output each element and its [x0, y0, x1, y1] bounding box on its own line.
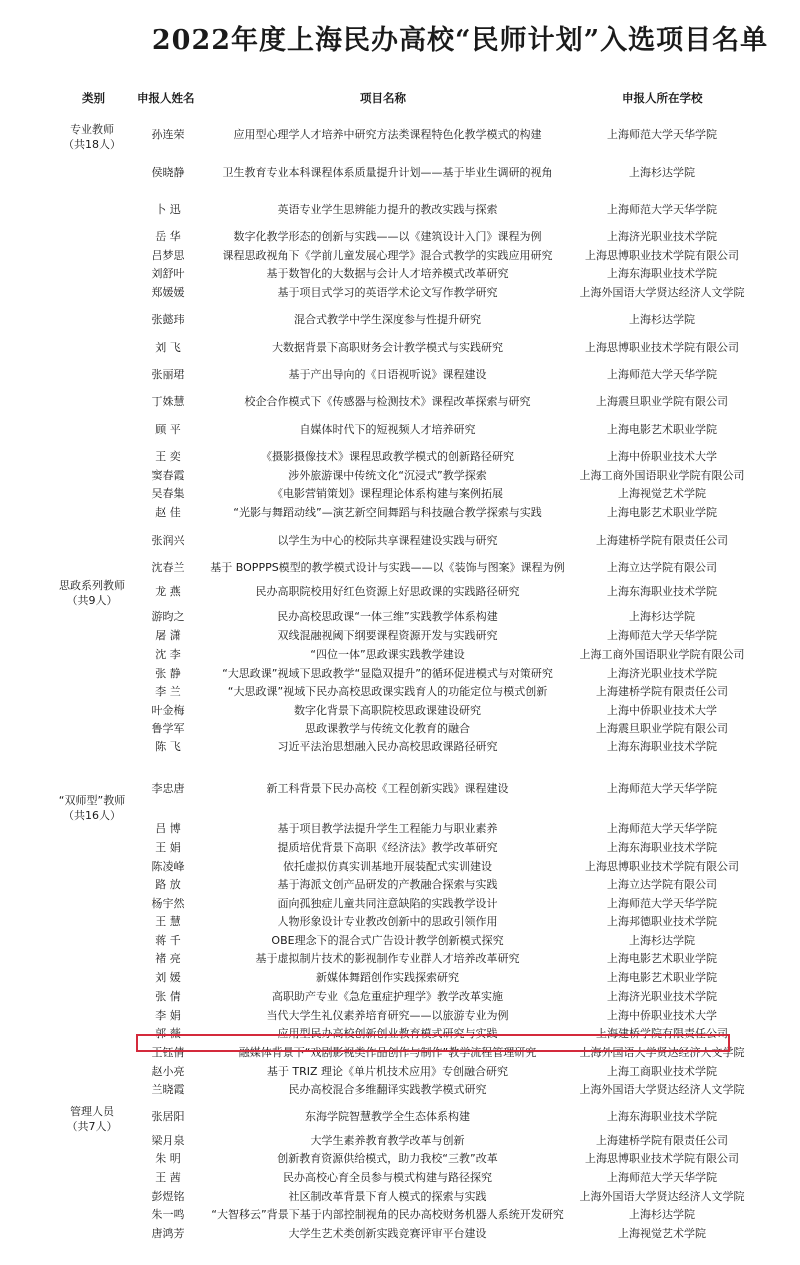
- applicant-name: 沈 李: [155, 648, 181, 661]
- project-title: 面向孤独症儿童共同注意缺陷的实践教学设计: [277, 897, 498, 910]
- table-row: [0, 779, 800, 799]
- applicant-name: 彭煜铭: [151, 1190, 185, 1203]
- table-row: [0, 931, 800, 951]
- table-row: [0, 503, 800, 523]
- applicant-name: 张懿玮: [151, 313, 185, 326]
- table-row: [0, 1205, 800, 1225]
- applicant-name: 沈春兰: [151, 561, 185, 574]
- table-row: [0, 420, 800, 440]
- page-title: 2022年度上海民办高校“民师计划”入选项目名单: [151, 25, 769, 56]
- table-row: [0, 819, 800, 839]
- table-row: [0, 582, 800, 602]
- table-row: [0, 1062, 800, 1082]
- table-row: [0, 719, 800, 739]
- project-title: 基于 BOPPPS模型的教学模式设计与实践——以《装饰与图案》课程为例: [210, 561, 565, 574]
- applicant-name: 叶金梅: [151, 704, 185, 717]
- category-label: 专业教师: [70, 123, 114, 136]
- applicant-name: 王 慧: [155, 915, 181, 928]
- applicant-name: 刘舒叶: [151, 267, 185, 280]
- table-row: [0, 875, 800, 895]
- project-title: “大思政课”视域下思政教学“显隐双提升”的循环促进模式与对策研究: [222, 667, 553, 680]
- project-title: 校企合作模式下《传感器与检测技术》课程改革探索与研究: [244, 395, 531, 408]
- table-row: [0, 912, 800, 932]
- school-name: 上海杉达学院: [629, 610, 695, 623]
- project-title: 人物形象设计专业教改创新中的思政引领作用: [277, 915, 498, 928]
- project-title: 思政课教学与传统文化教育的融合: [305, 722, 470, 735]
- applicant-name: 张居阳: [151, 1110, 185, 1123]
- project-title: 涉外旅游课中传统文化“沉浸式”教学探索: [288, 469, 487, 482]
- applicant-name: 赵 佳: [155, 506, 181, 519]
- header-school: 申报人所在学校: [622, 91, 703, 105]
- school-name: 上海工商外国语职业学院有限公司: [579, 648, 745, 661]
- table-row: [0, 1131, 800, 1151]
- project-title: 英语专业学生思辨能力提升的教改实践与探索: [277, 203, 498, 216]
- school-name: 上海电影艺术职业学院: [607, 971, 717, 984]
- project-title: 课程思政视角下《学前儿童发展心理学》混合式教学的实践应用研究: [222, 249, 553, 262]
- applicant-name: 龙 燕: [155, 585, 181, 598]
- applicant-name: 王 娟: [155, 841, 181, 854]
- project-title: 自媒体时代下的短视频人才培养研究: [299, 423, 476, 436]
- school-name: 上海电影艺术职业学院: [607, 952, 717, 965]
- school-name: 上海震旦职业学院有限公司: [596, 722, 728, 735]
- school-name: 上海济光职业技术学院: [607, 990, 717, 1003]
- table-row: [0, 607, 800, 627]
- table-row: [0, 701, 800, 721]
- school-name: 上海中侨职业技术大学: [607, 1009, 717, 1022]
- applicant-name: 路 放: [155, 878, 181, 891]
- table-row: [0, 466, 800, 486]
- applicant-name: 刘 飞: [155, 341, 181, 354]
- project-title: 基于产出导向的《日语视听说》课程建设: [288, 368, 487, 381]
- school-name: 上海中侨职业技术大学: [607, 704, 717, 717]
- applicant-name: 李 娟: [155, 1009, 181, 1022]
- project-title: 应用型心理学人才培养中研究方法类课程特色化教学模式的构建: [233, 128, 542, 141]
- project-title: 创新教育资源供给模式，助力我校“三教”改革: [277, 1152, 498, 1165]
- school-name: 上海师范大学天华学院: [607, 368, 717, 381]
- applicant-name: 褚 亮: [155, 952, 181, 965]
- project-title: 卫生教育专业本科课程体系质量提升计划——基于毕业生调研的视角: [222, 166, 553, 179]
- applicant-name: 吕梦思: [151, 249, 185, 262]
- applicant-name: 丁姝慧: [151, 395, 185, 408]
- project-title: 《摄影摄像技术》课程思政教学模式的创新路径研究: [261, 450, 514, 463]
- project-title: 民办高职院校用好红色资源上好思政课的实践路径研究: [255, 585, 520, 598]
- school-name: 上海杉达学院: [629, 934, 695, 947]
- table-row: [0, 447, 800, 467]
- table-row: [0, 163, 800, 183]
- project-title: 基于项目式学习的英语学术论文写作教学研究: [277, 286, 498, 299]
- project-title: 《电影营销策划》课程理论体系构建与案例拓展: [272, 487, 503, 500]
- applicant-name: 侯晓静: [151, 166, 185, 179]
- category-count: （共18人）: [63, 138, 121, 151]
- table-row: [0, 894, 800, 914]
- project-title: “四位一体”思政课实践教学建设: [310, 648, 465, 661]
- applicant-name: 梁月泉: [151, 1134, 185, 1147]
- table-row: [0, 1224, 800, 1244]
- project-title: 新工科背景下民办高校《工程创新实践》课程建设: [266, 782, 509, 795]
- school-name: 上海视觉艺术学院: [618, 487, 706, 500]
- school-name: 上海外国语大学贤达经济人文学院: [579, 1083, 745, 1096]
- applicant-name: 朱一鸣: [151, 1208, 185, 1221]
- project-title: 民办高校心育全员参与模式构建与路径探究: [283, 1171, 492, 1184]
- applicant-name: 卜 迅: [155, 203, 181, 216]
- header-category: 类别: [82, 91, 105, 105]
- school-name: 上海工商外国语职业学院有限公司: [579, 469, 745, 482]
- school-name: 上海震旦职业学院有限公司: [596, 395, 728, 408]
- school-name: 上海杉达学院: [629, 166, 695, 179]
- table-row: [0, 949, 800, 969]
- category-count: （共7人）: [66, 1120, 118, 1133]
- school-name: 上海东海职业技术学院: [607, 1110, 717, 1123]
- project-title: 依托虚拟仿真实训基地开展装配式实训建设: [283, 860, 492, 873]
- applicant-name: 吴春集: [151, 487, 185, 500]
- table-row: [0, 987, 800, 1007]
- school-name: 上海思博职业技术学院有限公司: [585, 860, 739, 873]
- project-title: 数字化背景下高职院校思政课建设研究: [294, 704, 481, 717]
- school-name: 上海东海职业技术学院: [607, 841, 717, 854]
- applicant-name: 陈 飞: [155, 740, 181, 753]
- table-row: [0, 365, 800, 385]
- applicant-name: 刘 媛: [155, 971, 181, 984]
- school-name: 上海师范大学天华学院: [607, 128, 717, 141]
- applicant-name: 岳 华: [155, 230, 181, 243]
- table-row: [0, 626, 800, 646]
- applicant-name: 朱 明: [155, 1152, 181, 1165]
- table-row: [0, 645, 800, 665]
- school-name: 上海建桥学院有限责任公司: [596, 1027, 728, 1040]
- school-name: 上海电影艺术职业学院: [607, 423, 717, 436]
- project-title: 东海学院智慧教学全生态体系构建: [305, 1110, 470, 1123]
- table-row: [0, 558, 800, 578]
- school-name: 上海外国语大学贤达经济人文学院: [579, 286, 745, 299]
- school-name: 上海思博职业技术学院有限公司: [585, 341, 739, 354]
- school-name: 上海立达学院有限公司: [607, 561, 717, 574]
- table-row: [0, 1168, 800, 1188]
- school-name: 上海工商职业技术学院: [607, 1065, 717, 1078]
- table-row: [0, 664, 800, 684]
- project-title: 基于海派文创产品研发的产教融合探索与实践: [277, 878, 498, 891]
- applicant-name: 孙连荣: [151, 128, 185, 141]
- table-row: [0, 1080, 800, 1100]
- applicant-name: 杨宇然: [151, 897, 185, 910]
- school-name: 上海电影艺术职业学院: [607, 506, 717, 519]
- project-title: 民办高校思政课“一体三维”实践教学体系构建: [277, 610, 498, 623]
- table-row: [0, 264, 800, 284]
- school-name: 上海师范大学天华学院: [607, 629, 717, 642]
- applicant-name: 窦春霞: [151, 469, 185, 482]
- school-name: 上海东海职业技术学院: [607, 740, 717, 753]
- table-row: [0, 737, 800, 757]
- school-name: 上海外国语大学贤达经济人文学院: [579, 1046, 745, 1059]
- table-row: [0, 968, 800, 988]
- applicant-name: 游昀之: [151, 610, 185, 623]
- project-title: 融媒体背景下“戏剧影视类作品创作与制作”教学流程管理研究: [238, 1046, 537, 1059]
- applicant-name: 兰晓霞: [151, 1083, 185, 1096]
- school-name: 上海思博职业技术学院有限公司: [585, 1152, 739, 1165]
- applicant-name: 陈凌峰: [151, 860, 185, 873]
- applicant-name: 张 静: [155, 667, 181, 680]
- school-name: 上海师范大学天华学院: [607, 1171, 717, 1184]
- category-count: （共16人）: [63, 809, 121, 822]
- project-title: 当代大学生礼仪素养培育研究——以旅游专业为例: [266, 1009, 509, 1022]
- table-row: [0, 857, 800, 877]
- project-title: 基于虚拟制片技术的影视制作专业群人才培养改革研究: [255, 952, 520, 965]
- table-row: [0, 310, 800, 330]
- school-name: 上海师范大学天华学院: [607, 203, 717, 216]
- school-name: 上海建桥学院有限责任公司: [596, 534, 728, 547]
- school-name: 上海济光职业技术学院: [607, 667, 717, 680]
- table-row: [0, 283, 800, 303]
- category-count: （共9人）: [66, 594, 118, 607]
- school-name: 上海建桥学院有限责任公司: [596, 1134, 728, 1147]
- project-title: 以学生为中心的校际共享课程建设实践与研究: [277, 534, 498, 547]
- applicant-name: 蒋 千: [155, 934, 181, 947]
- applicant-name: 王 茜: [155, 1171, 181, 1184]
- category-label: 管理人员: [70, 1105, 114, 1118]
- category-label: 思政系列教师: [59, 579, 125, 592]
- school-name: 上海立达学院有限公司: [607, 878, 717, 891]
- project-title: 新媒体舞蹈创作实践探索研究: [316, 971, 459, 984]
- table-row: [0, 125, 800, 145]
- project-title: 基于 TRIZ 理论《单片机技术应用》专创融合研究: [266, 1065, 509, 1078]
- applicant-name: 唐鸿芳: [151, 1227, 185, 1240]
- project-title: 民办高校混合多维翻译实践教学模式研究: [288, 1083, 487, 1096]
- project-title: OBE理念下的混合式广告设计教学创新模式探究: [271, 934, 504, 947]
- applicant-name: 张丽珺: [151, 368, 185, 381]
- school-name: 上海视觉艺术学院: [618, 1227, 706, 1240]
- applicant-name: 吕 博: [155, 822, 181, 835]
- table-row: [0, 484, 800, 504]
- table-row: [0, 1149, 800, 1169]
- applicant-name: 张润兴: [151, 534, 185, 547]
- school-name: 上海师范大学天华学院: [607, 782, 717, 795]
- table-row: [0, 1187, 800, 1207]
- table-row: [0, 338, 800, 358]
- project-title: 大数据背景下高职财务会计教学模式与实践研究: [272, 341, 503, 354]
- project-title: 社区制改革背景下育人模式的探索与实践: [288, 1190, 487, 1203]
- project-title: “大智移云”背景下基于内部控制视角的民办高校财务机器人系统开发研究: [211, 1208, 564, 1221]
- table-row: [0, 1107, 800, 1127]
- school-name: 上海东海职业技术学院: [607, 267, 717, 280]
- applicant-name: 张 倩: [155, 990, 181, 1003]
- school-name: 上海济光职业技术学院: [607, 230, 717, 243]
- school-name: 上海建桥学院有限责任公司: [596, 685, 728, 698]
- school-name: 上海师范大学天华学院: [607, 822, 717, 835]
- school-name: 上海杉达学院: [629, 1208, 695, 1221]
- project-title: 大学生艺术类创新实践竞赛评审平台建设: [288, 1227, 487, 1240]
- school-name: 上海邦德职业技术学院: [607, 915, 717, 928]
- school-name: 上海思博职业技术学院有限公司: [585, 249, 739, 262]
- project-title: 高职助产专业《急危重症护理学》教学改革实施: [272, 990, 503, 1003]
- applicant-name: 顾 平: [155, 423, 181, 436]
- table-row: [0, 392, 800, 412]
- table-row: [0, 1006, 800, 1026]
- applicant-name: 鲁学军: [151, 722, 185, 735]
- applicant-name: 李 兰: [155, 685, 181, 698]
- applicant-name: 王 奕: [155, 450, 181, 463]
- school-name: 上海外国语大学贤达经济人文学院: [579, 1190, 745, 1203]
- project-title: 提质培优背景下高职《经济法》教学改革研究: [277, 841, 498, 854]
- school-name: 上海师范大学天华学院: [607, 897, 717, 910]
- applicant-name: 郑媛媛: [151, 286, 185, 299]
- category-label: “双师型”教师: [58, 794, 126, 807]
- applicant-name: 屠 潇: [155, 629, 181, 642]
- header-name: 申报人姓名: [137, 91, 195, 105]
- project-title: 基于项目教学法提升学生工程能力与职业素养: [277, 822, 498, 835]
- applicant-name: 王钰倩: [151, 1046, 185, 1059]
- table-row: [0, 200, 800, 220]
- applicant-name: 赵小亮: [151, 1065, 185, 1078]
- table-row: [0, 531, 800, 551]
- applicant-name: 李忠唐: [151, 782, 185, 795]
- header-project: 项目名称: [360, 91, 406, 105]
- school-name: 上海中侨职业技术大学: [607, 450, 717, 463]
- school-name: 上海东海职业技术学院: [607, 585, 717, 598]
- project-title: 习近平法治思想融入民办高校思政课路径研究: [277, 740, 498, 753]
- project-title: 双线混融视阈下纲要课程资源开发与实践研究: [277, 629, 498, 642]
- table-row: [0, 682, 800, 702]
- table-row: [0, 227, 800, 247]
- highlight-box: [136, 1034, 730, 1052]
- project-title: 数字化教学形态的创新与实践——以《建筑设计入门》课程为例: [233, 230, 542, 243]
- project-title: “大思政课”视域下民办高校思政课实践育人的功能定位与模式创新: [227, 685, 548, 698]
- project-title: 混合式教学中学生深度参与性提升研究: [294, 313, 481, 326]
- table-row: [0, 838, 800, 858]
- table-row: [0, 246, 800, 266]
- project-title: “光影与舞蹈动线”—演艺新空间舞蹈与科技融合教学探索与实践: [233, 506, 542, 519]
- project-title: 大学生素养教育教学改革与创新: [310, 1134, 465, 1147]
- school-name: 上海杉达学院: [629, 313, 695, 326]
- applicant-name: 郭 薇: [155, 1027, 181, 1040]
- project-title: 基于数智化的大数据与会计人才培养模式改革研究: [266, 267, 509, 280]
- project-title: 应用型民办高校创新创业教育模式研究与实践: [277, 1027, 498, 1040]
